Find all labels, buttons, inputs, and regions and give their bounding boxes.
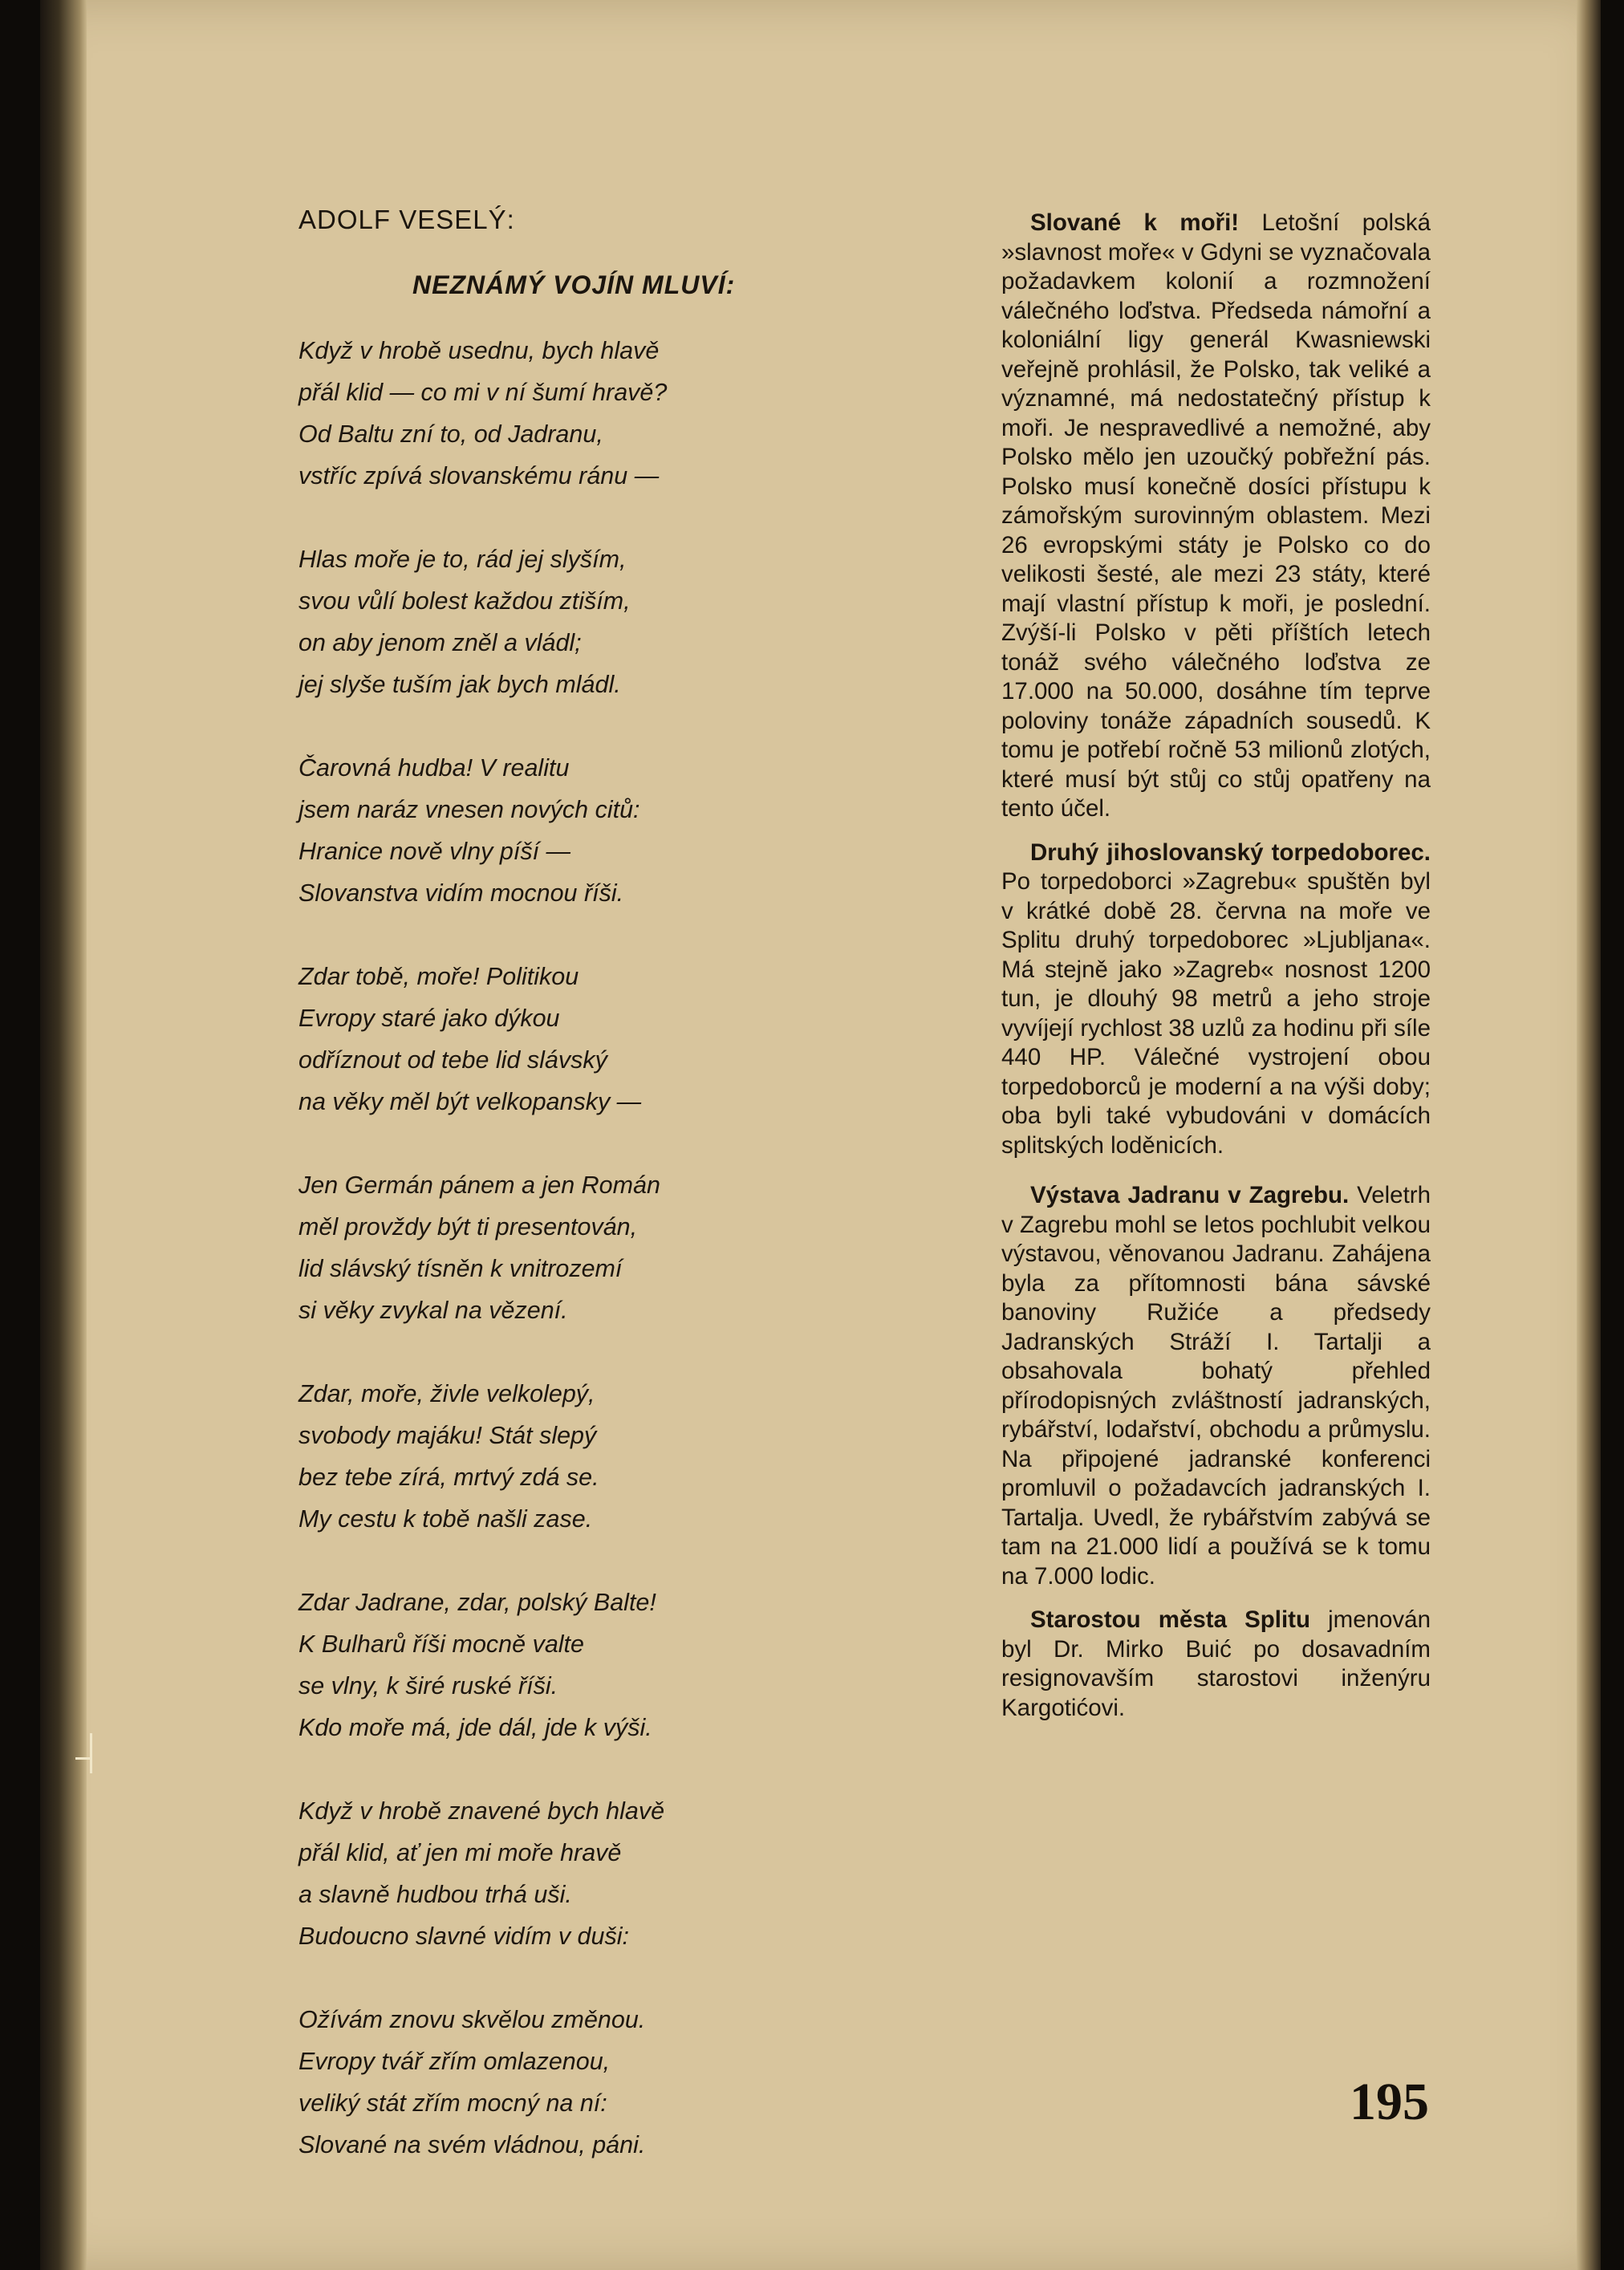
poem-line: Kdo moře má, jde dál, jde k výši. [298,1714,652,1741]
news-column [1001,209,1431,1723]
news-body: Letošní polská »slavnost moře« v Gdyni se vyznačovala požadavkem kolonií a rozmnožení válečného loďstva. Předseda námořní a koloniální ligy generál Kwasniewski veřejně prohlásil, že Polsko, tak veliké a významné, má nedostatečný přístup k moři. Je nespravedlivé a nemožné, aby Polsko mělo jen uzoučký pobřežní pás. Polsko musí konečně dosíci přístupu k zámořským surovinným oblastem. Mezi 26 evropskými státy je Polsko co do velikosti šesté, ale mezi 23 státy, které mají vlastní přístup k moři, je poslední. Zvýší-li Polsko v pěti příštích letech tonáž svého válečného loďstva ze 17.000 na 50.000, dosáhne tím teprve poloviny tonáže západních sousedů. K tomu je potřebí ročně 53 milionů zlotých, které musí být stůj co stůj opatřeny na tento účel. [1001,209,1431,822]
news-item [1001,1181,1431,1591]
poem-line: Když v hrobě znavené bych hlavě [298,1797,665,1825]
news-body: Po torpedoborci »Zagrebu« spuštěn byl v krátké době 28. června na moře ve Splitu druhý torpedoborec »Ljubljana«. Má stejně jako »Zagreb« nosnost 1200 tun, je dlouhý 98 metrů a jeho stroje vyvíjejí rychlost 38 uzlů za hodinu při síle 440 HP. Válečné vystrojení obou torpedoborců je moderní a na výši doby; oba byli také vybudováni v domácích splitských loděnicích. [1001,868,1431,1159]
poem-line: vstříc zpívá slovanskému ránu — [298,462,660,489]
poem-line: K Bulharů říši mocně valte [298,1630,584,1658]
poem-line: Zdar, moře, živle velkolepý, [298,1380,595,1407]
news-headline: Starostou města Splitu [1030,1606,1311,1633]
poem-line: jej slyše tuším jak bych mládl. [298,671,621,698]
poem-line: Zdar tobě, moře! Politikou [298,963,579,990]
poem-line: Když v hrobě usednu, bych hlavě [298,337,660,364]
poem-line: on aby jenom zněl a vládl; [298,629,582,656]
poem-line: Slovanstva vidím mocnou říši. [298,879,624,907]
poem-line: Evropy staré jako dýkou [298,1005,560,1032]
poem-line: si věky zvykal na vězení. [298,1297,568,1324]
poem-line: přál klid — co mi v ní šumí hravě? [298,379,668,406]
news-item [1001,839,1431,1161]
news-headline: Výstava Jadranu v Zagrebu. [1030,1182,1350,1208]
poem-line: Slované na svém vládnou, páni. [298,2131,646,2158]
page-edge [1577,0,1601,2270]
book-spine [40,0,87,2270]
news-item [1001,209,1431,824]
poem-line: Čarovná hudba! V realitu [298,754,570,782]
poem-line: Budoucno slavné vidím v duši: [298,1923,629,1950]
poem-line: na věky měl být velkopansky — [298,1088,642,1115]
page-number: 195 [1350,2073,1429,2131]
news-body: Veletrh v Zagrebu mohl se letos pochlubit velkou výstavou, věnovanou Jadranu. Zahájena byla za přítomnosti bána sávské banoviny Ružiće a předsedy Jadranských Stráží I. Tartalji a obsahovala bohatý přehled přírodopisných zvláštností jadranských, rybářství, lodařství, obchodu a průmyslu. Na připojené jadranské konferenci promluvil o požadavcích jadranských I. Tartalja. Uvedl, že rybářstvím zabývá se tam na 21.000 lidí a používá se k tomu na 7.000 lodic. [1001,1182,1431,1590]
poem-line: a slavně hudbou trhá uši. [298,1881,572,1908]
poem-line: My cestu k tobě našli zase. [298,1505,593,1533]
spine-mark [75,1757,91,1760]
poem-line: Evropy tvář zřím omlazenou, [298,2048,611,2075]
poem-line: přál klid, ať jen mi moře hravě [298,1839,622,1866]
poem-line: se vlny, k širé ruské říši. [298,1672,558,1699]
poem-line: jsem naráz vnesen nových citů: [298,796,640,823]
poem-line: Hranice nově vlny píší — [298,838,571,865]
poem-line: bez tebe zírá, mrtvý zdá se. [298,1464,599,1491]
spine-mark [90,1733,92,1773]
poem-line: svobody majáku! Stát slepý [298,1422,597,1449]
poem-author: ADOLF VESELÝ: [298,205,515,234]
poem-line: Hlas moře je to, rád jej slyším, [298,546,627,573]
poem-line: odříznout od tebe lid slávský [298,1046,607,1074]
poem-line: Od Baltu zní to, od Jadranu, [298,420,603,448]
poem-line: Zdar Jadrane, zdar, polský Balte! [298,1589,656,1616]
poem-line: Jen Germán pánem a jen Román [298,1172,660,1199]
magazine-page [40,0,1601,2270]
poem-line: měl provždy být ti presentován, [298,1213,638,1241]
news-headline: Slované k moři! [1030,209,1240,236]
poem-line: lid slávský tísněn k vnitrozemí [298,1255,623,1282]
poem-line: veliký stát zřím mocný na ní: [298,2089,607,2117]
news-item [1001,1606,1431,1723]
news-body: jmenován byl Dr. Mirko Buić po dosavadním resignovavším starostovi inženýru Kargotićovi. [1001,1606,1431,1721]
news-headline: Druhý jihoslovanský torpedoborec. [1030,839,1431,866]
poem-line: Ožívám znovu skvělou změnou. [298,2006,646,2033]
poem-line: svou vůlí bolest každou ztiším, [298,587,631,615]
poem-title: NEZNÁMÝ VOJÍN MLUVÍ: [412,270,736,299]
